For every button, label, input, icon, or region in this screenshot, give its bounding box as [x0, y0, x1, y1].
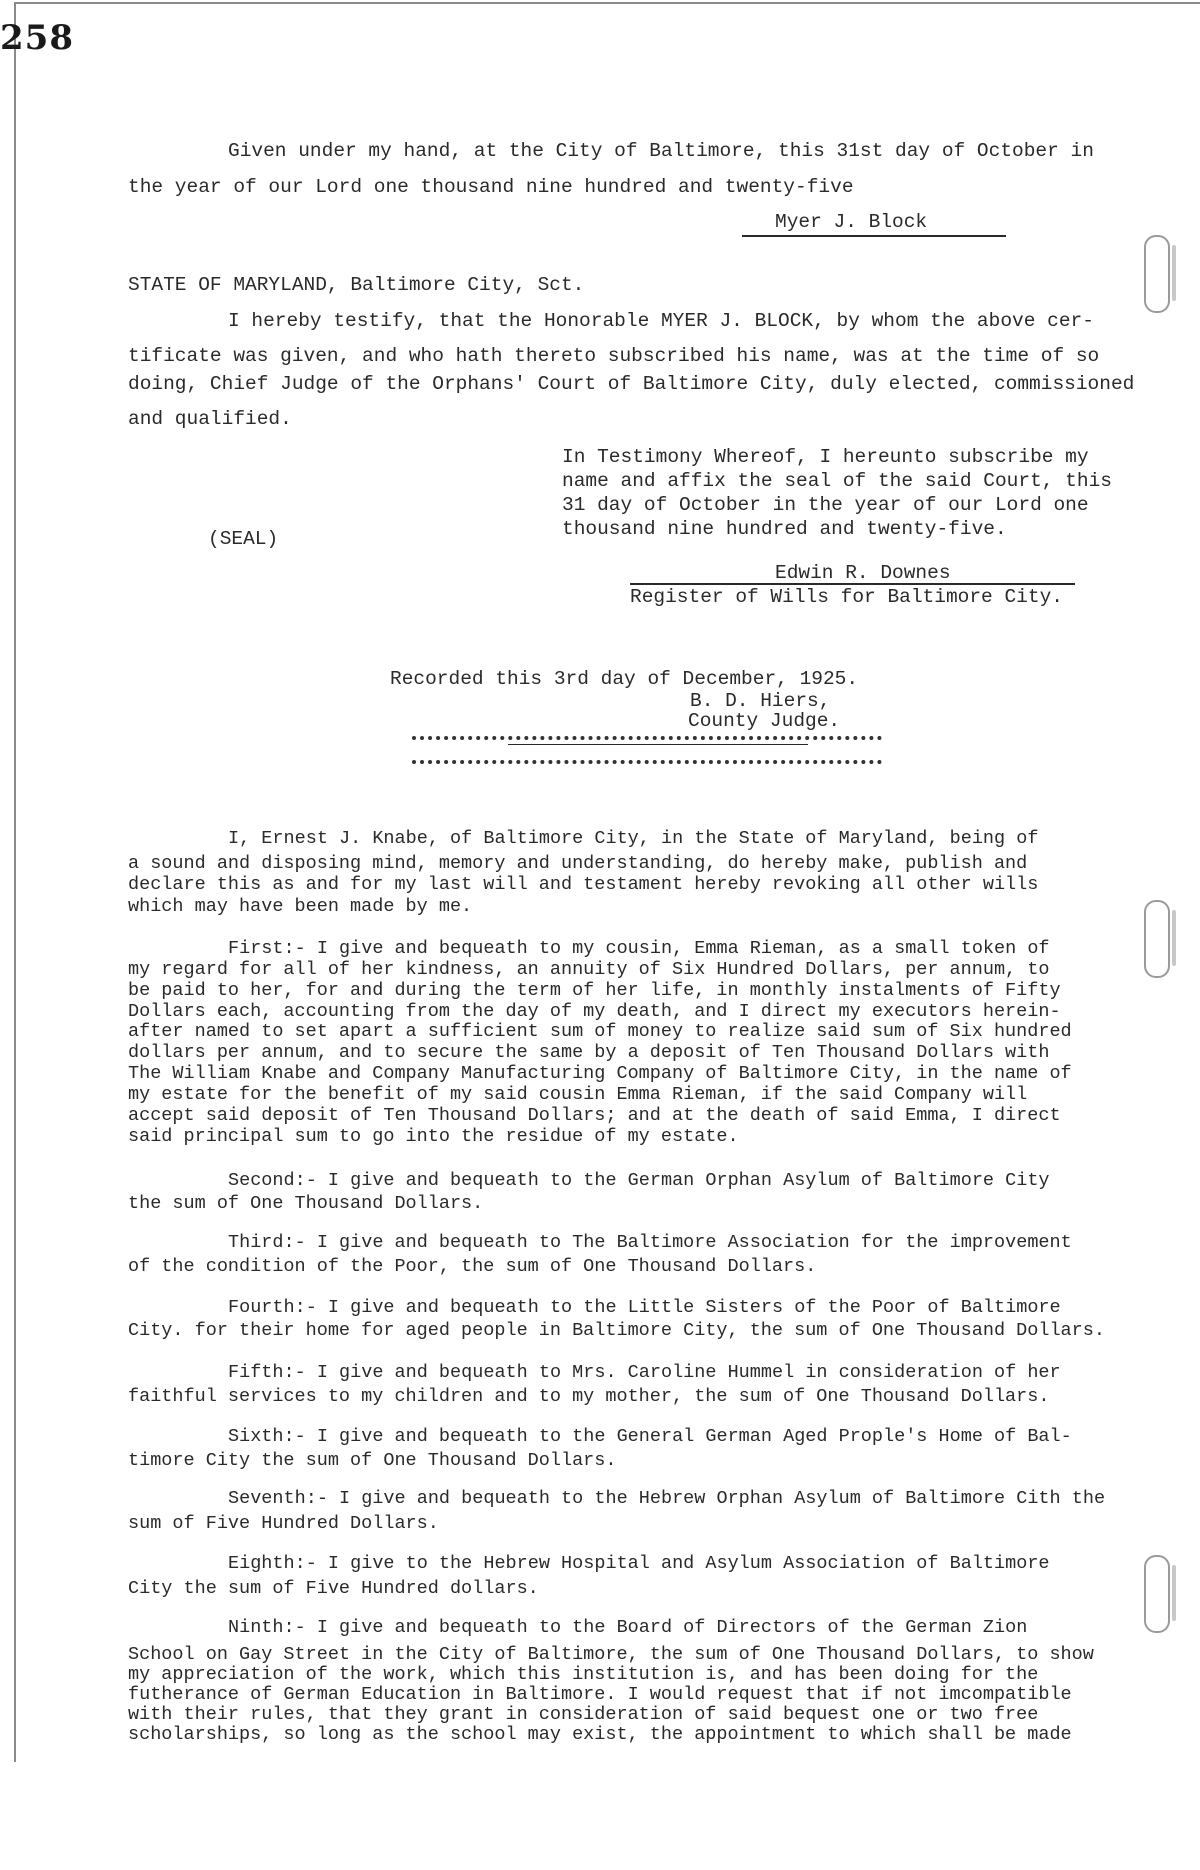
binder-hole-middle — [1144, 900, 1170, 978]
will-intro-line: a sound and disposing mind, memory and understanding, do hereby make, publish and — [128, 853, 1028, 874]
bequest-fourth-line: Fourth:- I give and bequeath to the Little Sisters of the Poor of Baltimore — [228, 1297, 1061, 1318]
dotted-separator — [412, 736, 882, 740]
bequest-first-line: Dollars each, accounting from the day of my death, and I direct my executors herein- — [128, 1001, 1061, 1022]
bequest-ninth-line: with their rules, that they grant in consideration of said bequest one or two free — [128, 1704, 1039, 1725]
bequest-sixth-line: Sixth:- I give and bequeath to the General German Aged Prople's Home of Bal- — [228, 1426, 1072, 1447]
binder-hole-shadow — [1172, 245, 1176, 301]
binder-hole-top — [1144, 235, 1170, 313]
bequest-second-line: the sum of One Thousand Dollars. — [128, 1193, 484, 1214]
page-number: 258 — [0, 18, 74, 58]
binder-hole-shadow — [1172, 910, 1176, 966]
testimony-line: thousand nine hundred and twenty-five. — [562, 518, 1007, 540]
bequest-first-line: after named to set apart a sufficient sum of money to realize said sum of Six hundred — [128, 1021, 1072, 1042]
page-left-edge — [14, 2, 16, 1762]
bequest-fifth-line: Fifth:- I give and bequeath to Mrs. Caroline Hummel in consideration of her — [228, 1362, 1061, 1383]
testimony-line: name and affix the seal of the said Court, this — [562, 470, 1112, 492]
testify-line: and qualified. — [128, 408, 292, 430]
testimony-line: 31 day of October in the year of our Lord one — [562, 494, 1089, 516]
testify-line: tificate was given, and who hath thereto subscribed his name, was at the time of so — [128, 345, 1100, 367]
bequest-first-line: be paid to her, for and during the term of her life, in monthly instalments of Fifty — [128, 980, 1061, 1001]
page-top-edge — [14, 2, 1200, 4]
bequest-first-line: my regard for all of her kindness, an annuity of Six Hundred Dollars, per annum, to — [128, 959, 1050, 980]
will-intro-line: which may have been made by me. — [128, 896, 473, 917]
binder-hole-bottom — [1144, 1555, 1170, 1633]
bequest-eighth-line: Eighth:- I give to the Hebrew Hospital and Asylum Association of Baltimore — [228, 1553, 1050, 1574]
bequest-third-line: of the condition of the Poor, the sum of One Thousand Dollars. — [128, 1256, 817, 1277]
bequest-ninth-line: School on Gay Street in the City of Baltimore, the sum of One Thousand Dollars, to show — [128, 1644, 1094, 1665]
bequest-fourth-line: City. for their home for aged people in Baltimore City, the sum of One Thousand Dollars. — [128, 1320, 1105, 1341]
will-intro-line: I, Ernest J. Knabe, of Baltimore City, in the State of Maryland, being of — [228, 828, 1039, 849]
register-title: Register of Wills for Baltimore City. — [630, 586, 1063, 608]
bequest-seventh-line: sum of Five Hundred Dollars. — [128, 1513, 439, 1534]
bequest-sixth-line: timore City the sum of One Thousand Dollars. — [128, 1450, 617, 1471]
separator-underline — [508, 744, 808, 745]
bequest-ninth-line: Ninth:- I give and bequeath to the Board of Directors of the German Zion — [228, 1617, 1028, 1638]
bequest-first-line: said principal sum to go into the residue of my estate. — [128, 1126, 739, 1147]
certificate-given-line: the year of our Lord one thousand nine hundred and twenty-five — [128, 176, 854, 198]
testify-line: doing, Chief Judge of the Orphans' Court of Baltimore City, duly elected, commissioned — [128, 373, 1135, 395]
bequest-third-line: Third:- I give and bequeath to The Baltimore Association for the improvement — [228, 1232, 1072, 1253]
signature-underline — [742, 235, 1006, 237]
certificate-given-line: Given under my hand, at the City of Baltimore, this 31st day of October in — [228, 140, 1094, 162]
bequest-first-line: my estate for the benefit of my said cousin Emma Rieman, if the said Company will — [128, 1084, 1028, 1105]
bequest-first-line: The William Knabe and Company Manufacturing Company of Baltimore City, in the name of — [128, 1063, 1072, 1084]
recorded-line: Recorded this 3rd day of December, 1925. — [390, 668, 859, 690]
bequest-ninth-line: futherance of German Education in Baltimore. I would request that if not imcompatible — [128, 1684, 1072, 1705]
bequest-second-line: Second:- I give and bequeath to the German Orphan Asylum of Baltimore City — [228, 1170, 1050, 1191]
state-line: STATE OF MARYLAND, Baltimore City, Sct. — [128, 274, 585, 296]
binder-hole-shadow — [1172, 1565, 1176, 1621]
register-name: Edwin R. Downes — [775, 562, 951, 584]
bequest-seventh-line: Seventh:- I give and bequeath to the Hebrew Orphan Asylum of Baltimore Cith the — [228, 1488, 1106, 1509]
dotted-separator — [412, 760, 882, 764]
bequest-eighth-line: City the sum of Five Hundred dollars. — [128, 1578, 539, 1599]
judge-signature: Myer J. Block — [775, 211, 928, 233]
bequest-fifth-line: faithful services to my children and to my mother, the sum of One Thousand Dollars. — [128, 1386, 1050, 1407]
testify-line: I hereby testify, that the Honorable MYER J. BLOCK, by whom the above cer- — [228, 310, 1094, 332]
county-judge-title: County Judge. — [688, 710, 841, 732]
testimony-line: In Testimony Whereof, I hereunto subscribe my — [562, 446, 1089, 468]
will-intro-line: declare this as and for my last will and testament hereby revoking all other wills — [128, 874, 1039, 895]
bequest-ninth-line: scholarships, so long as the school may exist, the appointment to which shall be made — [128, 1724, 1072, 1745]
bequest-ninth-line: my appreciation of the work, which this institution is, and has been doing for the — [128, 1664, 1039, 1685]
bequest-first-line: dollars per annum, and to secure the same by a deposit of Ten Thousand Dollars with — [128, 1042, 1050, 1063]
seal-label: (SEAL) — [208, 528, 279, 550]
county-judge-name: B. D. Hiers, — [690, 690, 831, 712]
bequest-first-line: accept said deposit of Ten Thousand Dollars; and at the death of said Emma, I direct — [128, 1105, 1061, 1126]
register-underline — [630, 583, 1075, 585]
bequest-first-line: First:- I give and bequeath to my cousin, Emma Rieman, as a small token of — [228, 938, 1050, 959]
